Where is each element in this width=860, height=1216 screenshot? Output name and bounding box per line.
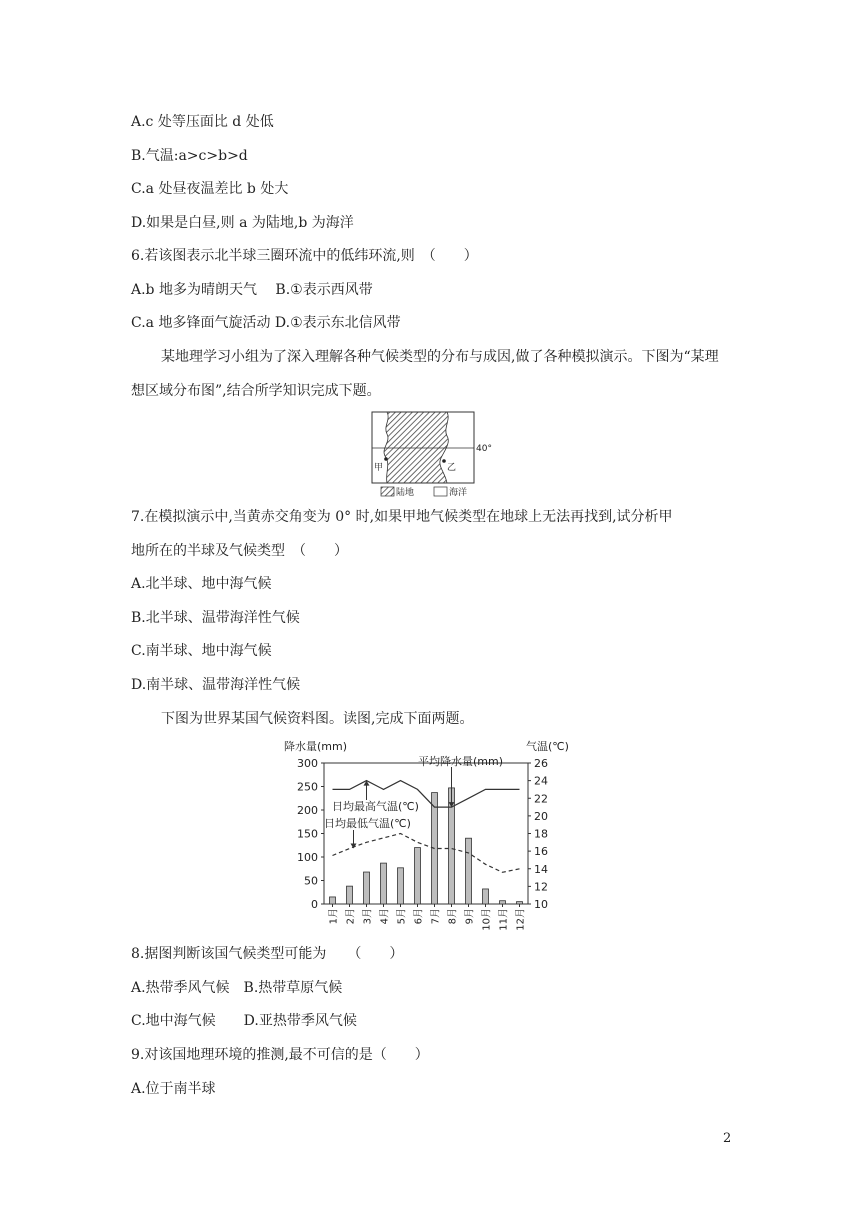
q9-option-a: A.位于南半球: [131, 1081, 216, 1097]
y2-tick-label: 14: [534, 862, 548, 876]
legend-tmax-label: 日均最高气温(℃): [332, 800, 419, 813]
x-tick-label: 4月: [379, 908, 391, 925]
x-tick-label: 7月: [430, 908, 442, 925]
legend-land-label: 陆地: [396, 488, 415, 498]
climate-chart: [270, 736, 590, 936]
land-mass: [384, 412, 448, 483]
legend-ocean-label: 海洋: [449, 488, 468, 498]
x-tick-label: 1月: [328, 908, 340, 925]
precip-bar: [466, 838, 472, 904]
y-tick-label: 100: [297, 851, 318, 864]
legend-precip-label: 平均降水量(mm): [418, 755, 504, 768]
q7-stem-line1: 7.在模拟演示中,当黄赤交角变为 0° 时,如果甲地气候类型在地球上无法再找到,试分析甲: [131, 509, 673, 525]
x-tick-label: 10月: [481, 908, 493, 931]
y-tick-label: 50: [304, 874, 318, 888]
y-tick-label: 250: [297, 780, 318, 794]
ideal-region-map: [365, 408, 500, 500]
q8-options-ab: A.热带季风气候 B.热带草原气候: [131, 980, 343, 996]
latitude-label: 40°: [476, 444, 492, 454]
legend-tmin-label: 日均最低气温(℃): [324, 817, 411, 830]
y2-tick-label: 18: [534, 827, 548, 841]
x-tick-label: 9月: [464, 908, 476, 925]
precip-bar: [398, 868, 404, 904]
precip-bar: [500, 901, 506, 904]
x-tick-label: 2月: [345, 908, 357, 925]
q6-options-ab: A.b 地多为晴朗天气 B.①表示西风带: [131, 282, 373, 298]
q5-option-c: C.a 处昼夜温差比 b 处大: [131, 181, 289, 197]
precip-bar: [347, 886, 353, 904]
x-tick-label: 6月: [413, 908, 425, 925]
y2-tick-label: 26: [534, 757, 548, 770]
y-axis-title: 降水量(mm): [284, 740, 348, 753]
y-tick-label: 150: [297, 827, 318, 841]
y2-tick-label: 24: [534, 774, 548, 788]
q7-stem-line2: 地所在的半球及气候类型 （ ）: [131, 543, 348, 559]
jia-point: [384, 457, 388, 461]
y2-tick-label: 22: [534, 792, 548, 806]
precip-bar: [483, 889, 489, 904]
x-tick-label: 8月: [447, 908, 459, 925]
precip-bar: [330, 897, 336, 904]
precip-bar: [381, 863, 387, 904]
page-number: 2: [723, 1131, 732, 1146]
y2-tick-label: 10: [534, 898, 548, 911]
y2-tick-label: 16: [534, 845, 548, 859]
legend-ocean-swatch: [434, 487, 447, 496]
q5-option-b: B.气温:a>c>b>d: [131, 148, 248, 164]
jia-label: 甲: [374, 463, 384, 473]
intro-paragraph-map: 某地理学习小组为了深入理解各种气候类型的分布与成因,做了各种模拟演示。下图为“某理想区域分布图”,结合所学知识完成下题。: [131, 349, 719, 399]
plot-frame: [324, 763, 528, 904]
precip-bar: [364, 872, 370, 904]
y2-tick-label: 20: [534, 809, 548, 823]
intro-paragraph-chart: 下图为世界某国气候资料图。读图,完成下面两题。: [161, 711, 474, 727]
y2-tick-label: 12: [534, 880, 548, 894]
q5-option-a: A.c 处等压面比 d 处低: [131, 114, 274, 130]
x-tick-label: 12月: [515, 908, 527, 931]
x-tick-label: 3月: [362, 908, 374, 925]
tmin-line: [333, 834, 520, 873]
q7-option-c: C.南半球、地中海气候: [131, 643, 272, 659]
y-tick-label: 300: [297, 757, 318, 770]
precip-bar: [415, 848, 421, 904]
precip-bar: [517, 902, 523, 904]
y-tick-label: 200: [297, 804, 318, 817]
yi-point: [442, 459, 446, 463]
q9-stem: 9.对该国地理环境的推测,最不可信的是（ ）: [131, 1047, 429, 1063]
q5-option-d: D.如果是白昼,则 a 为陆地,b 为海洋: [131, 215, 354, 231]
x-tick-label: 5月: [396, 908, 408, 925]
q7-option-d: D.南半球、温带海洋性气候: [131, 677, 301, 693]
q8-stem: 8.据图判断该国气候类型可能为 （ ）: [131, 946, 404, 962]
q8-options-cd: C.地中海气候 D.亚热带季风气候: [131, 1013, 357, 1029]
q7-option-b: B.北半球、温带海洋性气候: [131, 610, 300, 626]
q6-stem: 6.若该图表示北半球三圈环流中的低纬环流,则 （ ）: [131, 248, 478, 264]
x-tick-label: 11月: [498, 908, 510, 931]
q7-option-a: A.北半球、地中海气候: [131, 576, 272, 592]
y2-axis-title: 气温(℃): [526, 740, 569, 753]
q6-options-cd: C.a 地多锋面气旋活动 D.①表示东北信风带: [131, 315, 401, 331]
yi-label: 乙: [447, 463, 457, 473]
legend-land-swatch: [381, 487, 394, 496]
y-tick-label: 0: [311, 898, 318, 911]
